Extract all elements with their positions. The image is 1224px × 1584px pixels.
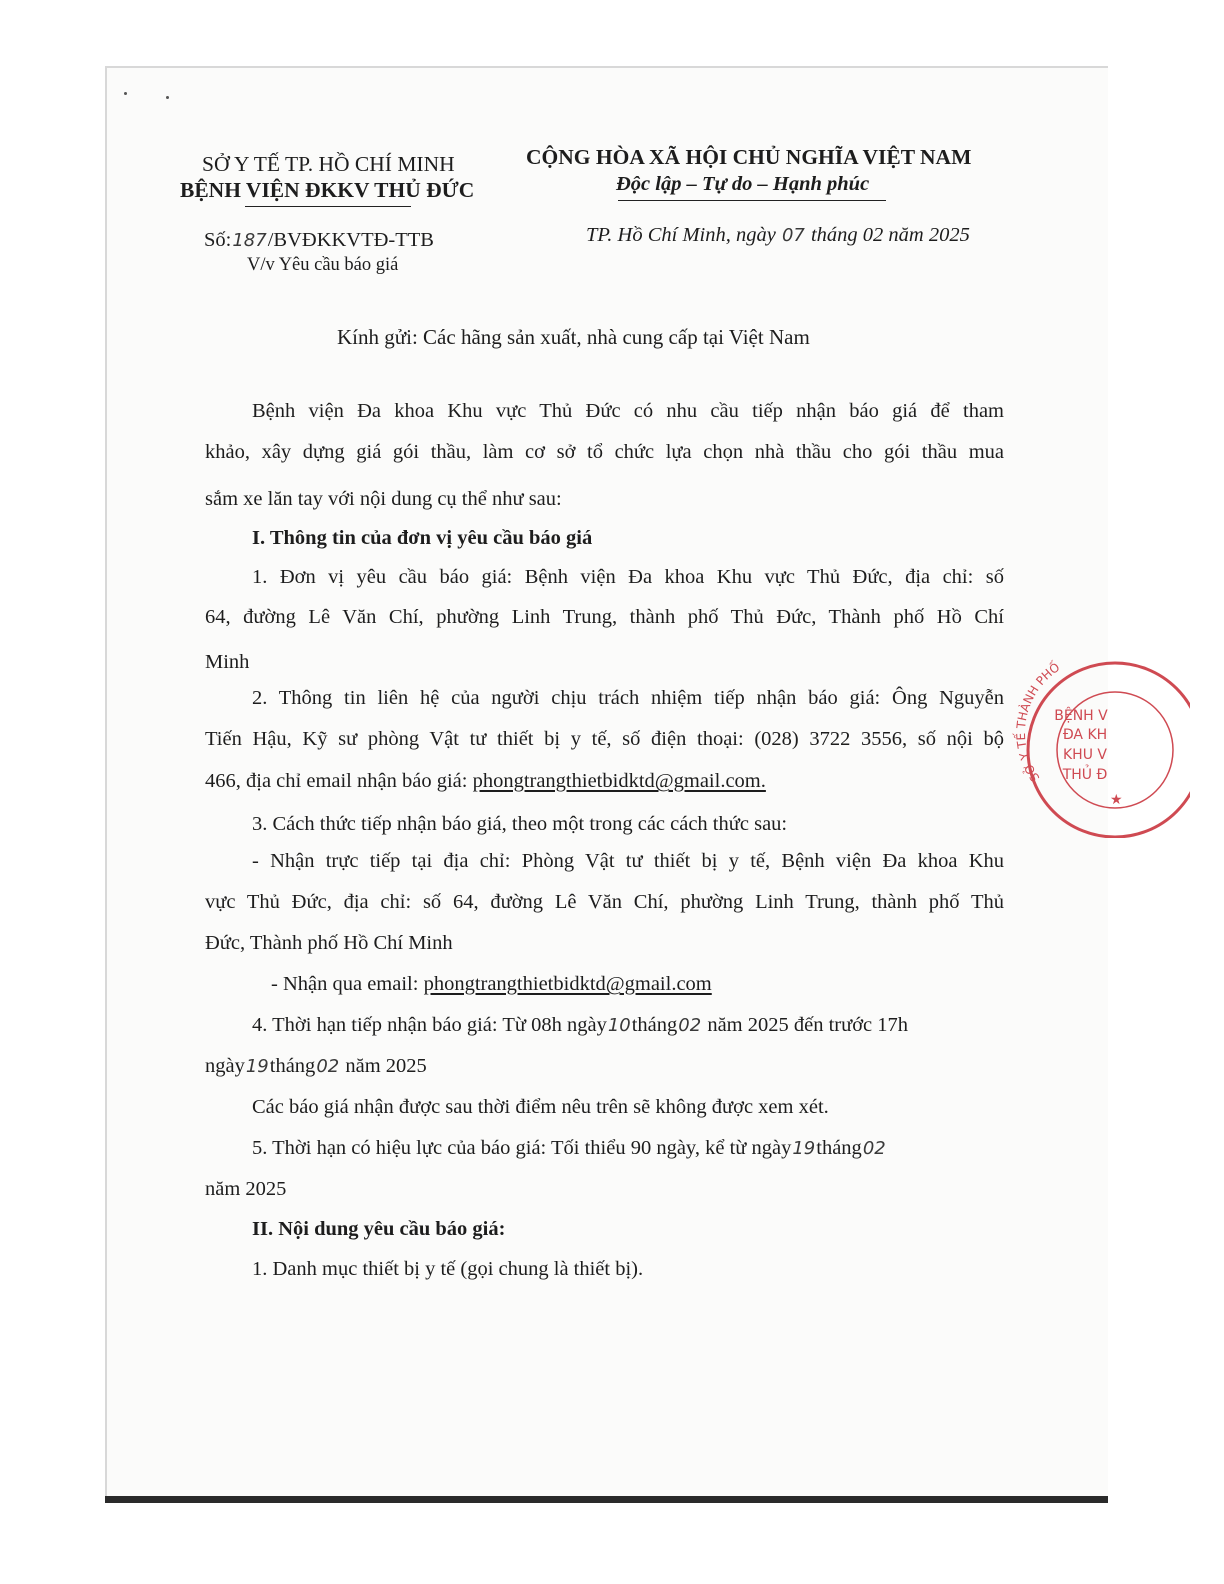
item-3-direct-line-3: Đức, Thành phố Hồ Chí Minh [205,932,453,954]
item-5-text-b: tháng [816,1137,862,1159]
item-5-hand-day: 19 [792,1138,816,1159]
item-2-line-2: Tiến Hậu, Kỹ sư phòng Vật tư thiết bị y tế, số điện thoại: (028) 3722 3556, số nội bộ [205,728,1004,750]
item-5-text-a: 5. Thời hạn có hiệu lực của báo giá: Tối thiểu 90 ngày, kể từ ngày [252,1137,792,1159]
late-note: Các báo giá nhận được sau thời điểm nêu trên sẽ không được xem xét. [252,1096,829,1118]
item-3-title: 3. Cách thức tiếp nhận báo giá, theo một trong các cách thức sau: [252,813,788,835]
item-3-direct-line-2: vực Thủ Đức, địa chỉ: số 64, đường Lê Văn Chí, phường Linh Trung, thành phố Thủ [205,891,1004,913]
item-3-direct-line-1: - Nhận trực tiếp tại địa chỉ: Phòng Vật tư thiết bị y tế, Bệnh viện Đa khoa Khu [252,850,1004,872]
item-5-hand-month: 02 [862,1138,886,1159]
item-2-line-3 [205,770,766,793]
intro-line-3: sắm xe lăn tay với nội dung cụ thể như sau: [205,488,562,510]
item-4-text-b: tháng [631,1014,678,1036]
subject-line: V/v Yêu cầu báo giá [247,255,399,275]
recipient-line: Kính gửi: Các hãng sản xuất, nhà cung cấp tại Việt Nam [337,325,810,349]
number-code: /BVĐKKVTĐ-TTB [267,229,434,251]
item-4-text-c: năm 2025 đến trước 17h [707,1014,909,1036]
date-line [586,224,970,247]
item-4-text-d: ngày [205,1055,245,1077]
stamp-line-4: THỦ Đ [1062,767,1108,783]
item-4-hand-day: 10 [607,1015,631,1036]
hospital-underline [245,206,411,207]
hospital-name: BỆNH VIỆN ĐKKV THỦ ĐỨC [180,178,475,202]
stamp-star: ★ [1110,793,1123,808]
number-handwritten: 187 [232,230,267,251]
dept-name: SỞ Y TẾ TP. HỒ CHÍ MINH [202,152,455,176]
item-4-text-e: tháng [269,1055,316,1077]
item-4-hand-month-2: 02 [316,1056,340,1077]
item-4-line-2 [205,1055,427,1078]
email-label-2: - Nhận qua email: [271,973,419,995]
scan-speck [166,96,169,99]
email-link[interactable]: phongtrangthietbidktd@gmail.com. [472,770,766,792]
date-prefix: TP. Hồ Chí Minh, ngày [586,224,776,246]
stamp-line-2: ĐA KH [1062,727,1108,743]
section-2-item-1: 1. Danh mục thiết bị y tế (gọi chung là thiết bị). [252,1258,644,1280]
email-link-2[interactable]: phongtrangthietbidktd@gmail.com [423,973,712,995]
motto-underline [618,200,886,201]
section-2-title: II. Nội dung yêu cầu báo giá: [252,1218,506,1240]
item-5-line-1 [252,1137,887,1160]
date-suffix: tháng 02 năm 2025 [810,224,970,246]
email-label: 466, địa chỉ email nhận báo giá: [205,770,468,792]
intro-line-2: khảo, xây dựng giá gói thầu, làm cơ sở tổ chức lựa chọn nhà thầu cho gói thầu mua [205,441,1004,463]
item-4-line-1 [252,1014,908,1037]
item-4-hand-month: 02 [678,1015,702,1036]
stamp-arc-text: SỞ Y TẾ THÀNH PHỐ [1013,660,1063,785]
scan-bottom-edge [105,1496,1108,1503]
item-1-line-2: 64, đường Lê Văn Chí, phường Linh Trung, thành phố Thủ Đức, Thành phố Hồ Chí [205,606,1004,628]
section-1-title: I. Thông tin của đơn vị yêu cầu báo giá [252,527,593,549]
item-4-text-a: 4. Thời hạn tiếp nhận báo giá: Từ 08h ngày [252,1014,607,1036]
date-day-handwritten: 07 [781,225,805,246]
document-number [204,229,434,252]
item-2-line-1: 2. Thông tin liên hệ của người chịu trách nhiệm tiếp nhận báo giá: Ông Nguyễn [252,687,1004,709]
scan-speck [124,92,127,95]
item-4-text-f: năm 2025 [345,1055,427,1077]
motto: Độc lập – Tự do – Hạnh phúc [616,173,870,195]
item-1-line-1: 1. Đơn vị yêu cầu báo giá: Bệnh viện Đa khoa Khu vực Thủ Đức, địa chỉ: số [252,566,1004,588]
item-5-line-2: năm 2025 [205,1178,287,1200]
number-label: Số: [204,229,232,251]
item-4-hand-day-2: 19 [245,1056,269,1077]
stamp-line-1: BỆNH V [1054,708,1108,724]
item-1-line-3: Minh [205,651,250,673]
stamp-line-3: KHU V [1063,747,1107,763]
item-3-email-line [271,973,712,996]
intro-line-1: Bệnh viện Đa khoa Khu vực Thủ Đức có nhu cầu tiếp nhận báo giá để tham [252,400,1004,422]
country-title: CỘNG HÒA XÃ HỘI CHỦ NGHĨA VIỆT NAM [526,145,972,169]
